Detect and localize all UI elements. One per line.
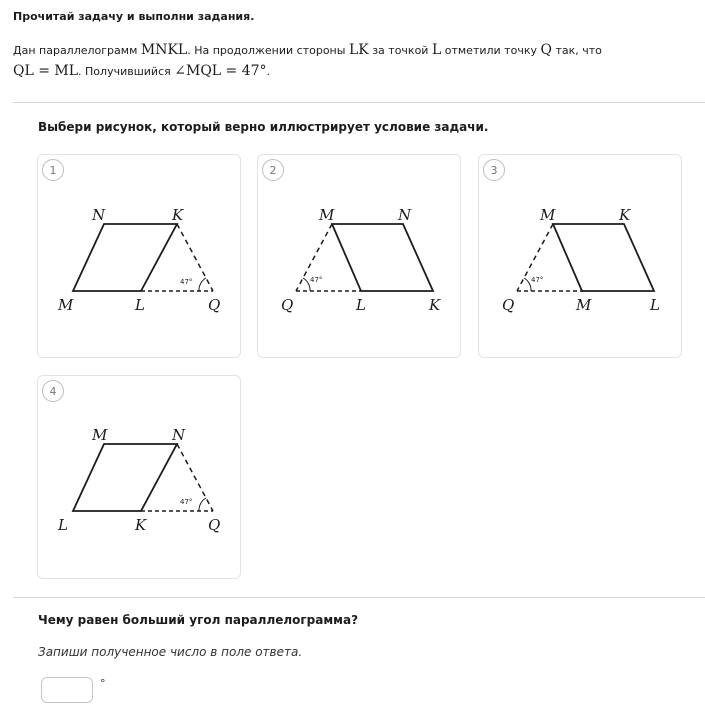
condition-text-4: отметили точку [441, 44, 541, 57]
option-card-1[interactable] [37, 154, 241, 358]
vertex-label: Q [502, 296, 515, 314]
vertex-label: Q [281, 296, 294, 314]
angle-arc [303, 278, 310, 291]
figure-option-1 [38, 155, 242, 359]
vertex-label: M [576, 296, 592, 314]
divider-bottom [13, 597, 705, 598]
vertex-label: K [619, 206, 631, 224]
option-card-4[interactable] [37, 375, 241, 579]
condition-math-angle: ∠MQL = 47° [174, 63, 267, 79]
vertex-label: M [540, 206, 556, 224]
parallelogram-shape [73, 224, 177, 291]
condition-math-parallelogram: MNKL [140, 42, 188, 58]
figure-option-2 [258, 155, 462, 359]
option-number-badge: 3 [483, 159, 505, 181]
vertex-label: M [319, 206, 335, 224]
question1-text: Выбери рисунок, который верно иллюстрирует условие задачи. [38, 120, 489, 134]
option-card-3[interactable] [478, 154, 682, 358]
vertex-label: L [650, 296, 660, 314]
vertex-label: L [135, 296, 145, 314]
vertex-label: K [172, 206, 184, 224]
degree-unit: ° [100, 677, 106, 690]
parallelogram-shape [332, 224, 433, 291]
parallelogram-shape [73, 444, 177, 511]
answer-input[interactable] [41, 677, 93, 703]
vertex-label: M [92, 426, 108, 444]
condition-math-point-l: L [431, 42, 442, 58]
parallelogram-shape [553, 224, 654, 291]
vertex-label: N [92, 206, 106, 224]
divider-top [13, 102, 705, 103]
vertex-label: M [58, 296, 74, 314]
condition-text-2: . На продолжении стороны [187, 44, 349, 57]
angle-label: 47° [180, 278, 193, 286]
condition-math-side: LK [348, 42, 369, 58]
question2-text: Чему равен больший угол параллелограмма? [38, 613, 359, 627]
vertex-label: K [135, 516, 147, 534]
option-number-badge: 2 [262, 159, 284, 181]
vertex-label: Q [208, 296, 221, 314]
option-number-badge: 4 [42, 380, 64, 402]
vertex-label: L [356, 296, 366, 314]
vertex-label: N [398, 206, 412, 224]
angle-arc [524, 278, 531, 291]
question2-hint: Запиши полученное число в поле ответа. [38, 645, 303, 659]
condition-math-equality: QL = ML [13, 63, 79, 79]
condition-math-point-q: Q [540, 42, 552, 58]
angle-label: 47° [531, 276, 544, 284]
figure-option-4 [38, 376, 242, 580]
angle-arc [199, 278, 206, 291]
vertex-label: Q [208, 516, 221, 534]
condition-text-7: . [266, 65, 271, 78]
option-card-2[interactable] [257, 154, 461, 358]
vertex-label: L [58, 516, 68, 534]
task-condition [13, 40, 693, 82]
vertex-label: N [172, 426, 186, 444]
condition-text-6: . Получившийся [78, 65, 175, 78]
figure-option-3 [479, 155, 683, 359]
angle-label: 47° [310, 276, 323, 284]
angle-arc [199, 498, 206, 511]
option-number-badge: 1 [42, 159, 64, 181]
vertex-label: K [429, 296, 441, 314]
task-title: Прочитай задачу и выполни задания. [13, 10, 255, 23]
condition-text-3: за точкой [368, 44, 432, 57]
condition-text-5: так, что [551, 44, 602, 57]
angle-label: 47° [180, 498, 193, 506]
condition-text-1: Дан параллелограмм [13, 44, 141, 57]
